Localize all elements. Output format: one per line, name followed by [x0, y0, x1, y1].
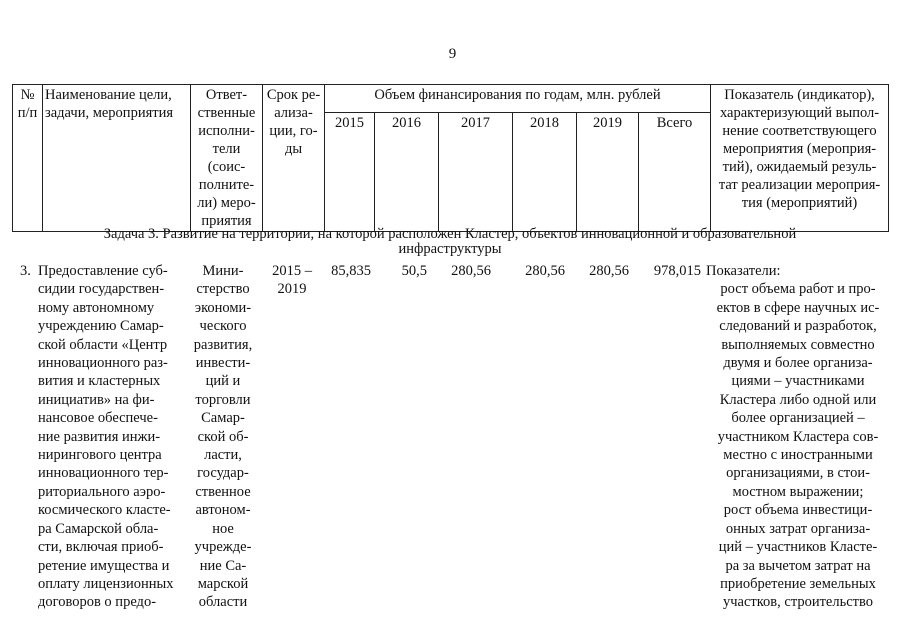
header-year-2015: 2015	[325, 113, 375, 232]
header-table	[12, 84, 889, 232]
row-executor: Мини- стерство экономи- ческого развития, инвести- ций и торговли Самар- ской об- ласти, государ- ственное автоном- ное учрежде- ние Са- марской области	[193, 263, 253, 611]
row-indicator	[706, 262, 890, 612]
row-value-2016: 50,5	[401, 263, 427, 279]
row-value-2019: 280,56	[589, 263, 629, 279]
row-value-2017: 280,56	[451, 263, 491, 279]
task-heading: Задача 3. Развитие на территории, на которой расположен Кластер, объектов инновационной и образовательной инфраструктуры	[103, 226, 797, 257]
row-number: 3.	[20, 263, 31, 279]
row-value-2018: 280,56	[525, 263, 565, 279]
header-num: № п/п	[13, 85, 43, 232]
row-name: Предоставление суб- сидии государствен- ному автономному учреждению Самар- ской области «Центр инновационного раз- вития и кластерных инициатив» на фи- нансовое обеспече- ние развития инжи- нирингового центра инновационного тер- риториального аэро- космического класте- ра Самарской обла- сти, включая приоб- ретение имущества и оплату лицензионных договоров о предо-	[38, 263, 174, 611]
row-value-total: 978,015	[653, 263, 701, 279]
header-name: Наименование цели, задачи, мероприятия	[43, 85, 191, 232]
page-number: 9	[448, 46, 457, 62]
row-indicator-text: рост объема работ и про- ектов в сфере научных ис- следований и разработок, выполняемых совместно двумя и более организа- циями – участниками Кластера либо одной или более организацией – участником Кластера сов- местно с иностранными организациями, в стои- мостном выражении; рост объема инвестици- онных затрат организа- ций – участников Класте- ра за вычетом затрат на приобретение земельных участков, строительство	[716, 281, 880, 611]
header-term: Срок ре- ализа- ции, го- ды	[263, 85, 325, 232]
header-year-2018: 2018	[513, 113, 577, 232]
row-indicator-title: Показатели:	[706, 263, 781, 279]
header-funding: Объем финансирования по годам, млн. рублей	[325, 85, 711, 113]
row-value-2015: 85,835	[331, 263, 371, 279]
header-year-2019: 2019	[577, 113, 639, 232]
header-indicator: Показатель (индикатор), характеризующий выпол- нение соответствующего мероприятия (мероприя- тий), ожидаемый резуль- тат реализации мероприя- тия (мероприятий)	[711, 85, 889, 232]
header-year-2016: 2016	[375, 113, 439, 232]
header-executors: Ответ- ственные исполни- тели (соис- полните- ли) меро- приятия	[191, 85, 263, 232]
header-year-2017: 2017	[439, 113, 513, 232]
row-term: 2015 – 2019	[272, 263, 312, 298]
header-total: Всего	[639, 113, 711, 232]
